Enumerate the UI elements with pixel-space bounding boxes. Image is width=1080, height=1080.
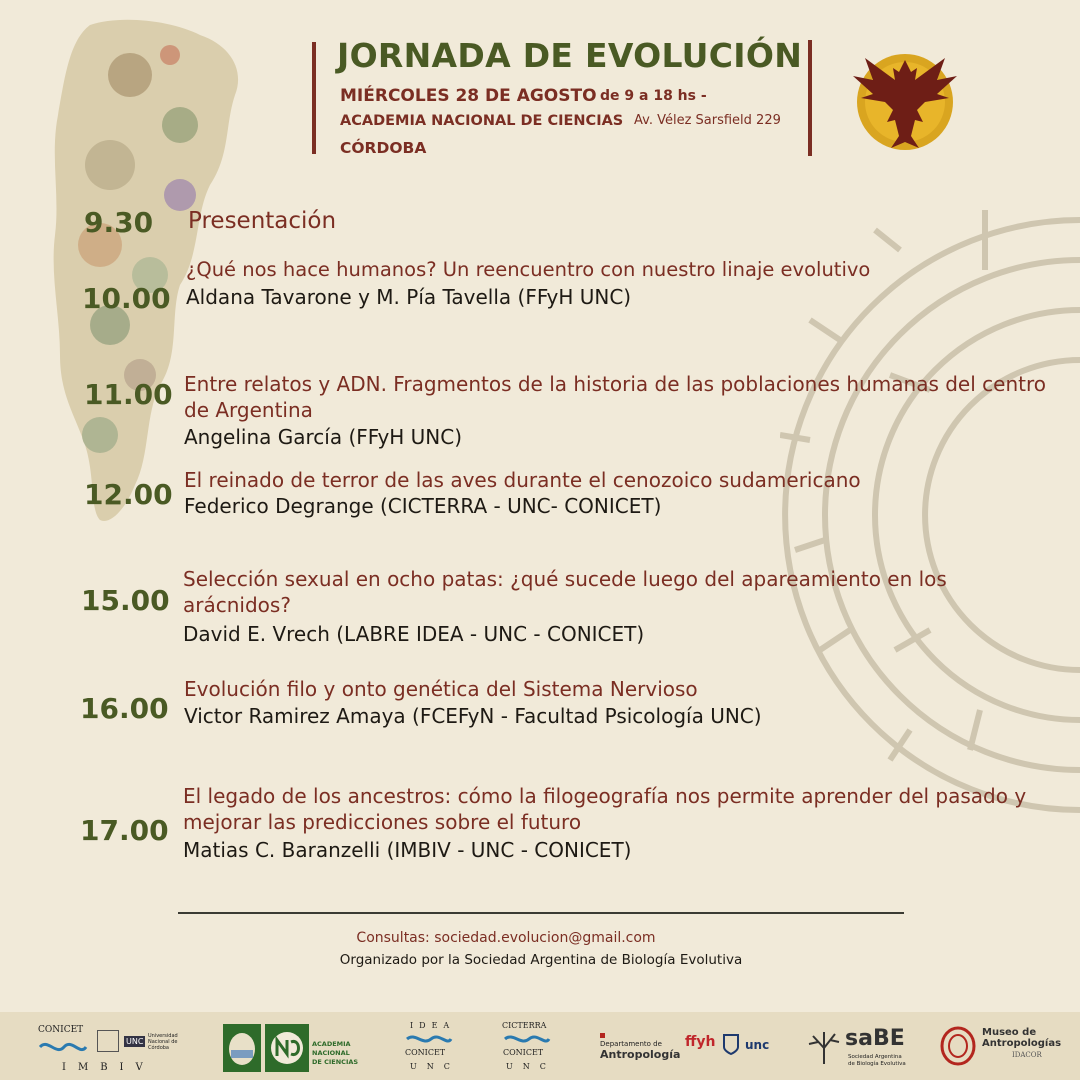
time-slot: 10.00: [82, 282, 171, 315]
time-slot: 11.00: [84, 378, 173, 411]
talk-title: Entre relatos y ADN. Fragmentos de la historia de las poblaciones humanas del centro de Argentina: [184, 372, 1046, 422]
idea-unc-label: UNC: [410, 1062, 460, 1071]
museo-label-3: IDACOR: [1012, 1051, 1042, 1059]
time-slot: 12.00: [84, 478, 173, 511]
museo-label-2: Antropologías: [982, 1038, 1062, 1049]
cicterra-unc-label: UNC: [506, 1062, 556, 1071]
talk-speaker: Federico Degrange (CICTERRA - UNC- CONICET): [184, 494, 662, 518]
museo-label-1: Museo de: [982, 1027, 1037, 1038]
divider: [178, 912, 904, 914]
talk-speaker: Matias C. Baranzelli (IMBIV - UNC - CONICET): [183, 838, 632, 862]
talk-title: El reinado de terror de las aves durante el cenozoico sudamericano: [184, 468, 861, 492]
event-city: CÓRDOBA: [340, 139, 427, 157]
contact-email: Consultas: sociedad.evolucion@gmail.com: [356, 930, 656, 946]
talk-speaker: Victor Ramirez Amaya (FCEFyN - Facultad Psicología UNC): [184, 704, 762, 728]
conicet-wave-icon: [38, 1038, 88, 1056]
phylogenetic-tree-illustration: [780, 190, 1080, 840]
ffyh-logo-label: ffyh: [685, 1034, 716, 1050]
unc-seal-icon: [722, 1033, 740, 1055]
talk-title: Evolución filo y onto genética del Sistema Nervioso: [184, 677, 698, 701]
sabe-logo-label: saBE: [845, 1026, 905, 1051]
cicterra-wave-icon: [503, 1032, 551, 1046]
depto-label-1: Departamento de: [600, 1040, 662, 1048]
unc-box-label: UNC: [126, 1037, 144, 1046]
sabe-tree-icon: [805, 1028, 843, 1066]
talk-title: Presentación: [188, 208, 337, 234]
time-slot: 9.30: [84, 206, 154, 239]
imbiv-label: IMBIV: [62, 1062, 155, 1073]
talk-title: El legado de los ancestros: cómo la filogeografía nos permite aprender del pasado y mejorar las predicciones sobre el futuro: [183, 784, 1027, 834]
talk-title: Selección sexual en ocho patas: ¿qué sucede luego del apareamiento en los arácnidos?: [183, 567, 947, 617]
unc-box: [97, 1030, 119, 1052]
header-right-bar: [808, 40, 812, 156]
event-venue: ACADEMIA NACIONAL DE CIENCIAS: [340, 113, 624, 129]
time-slot: 15.00: [81, 584, 170, 617]
organizer-text: Organizado por la Sociedad Argentina de Biología Evolutiva: [339, 952, 743, 968]
event-title: JORNADA DE EVOLUCIÓN: [337, 36, 803, 75]
idea-label: IDEA: [410, 1021, 456, 1030]
depto-label-2: Antropología: [600, 1048, 681, 1061]
talk-speaker: David E. Vrech (LABRE IDEA - UNC - CONICET): [183, 622, 645, 646]
idea-wave-icon: [405, 1032, 453, 1046]
talk-speaker: Angelina García (FFyH UNC): [184, 425, 463, 449]
talk-title: ¿Qué nos hace humanos? Un reencuentro con nuestro linaje evolutivo: [186, 258, 871, 281]
academia-label-3: DE CIENCIAS: [312, 1058, 359, 1066]
museo-logo-icon: [940, 1026, 976, 1066]
academia-logo-icon: [265, 1024, 309, 1072]
idea-conicet-label: CONICET: [405, 1048, 446, 1057]
eagle-emblem-icon: [845, 40, 965, 160]
cicterra-conicet-label: CONICET: [503, 1048, 544, 1057]
event-hours: de 9 a 18 hs -: [600, 88, 707, 104]
academia-label-1: ACADEMIA: [312, 1040, 351, 1048]
header-left-bar: [312, 42, 316, 154]
time-slot: 17.00: [80, 814, 169, 847]
time-slot: 16.00: [80, 692, 169, 725]
conicet-logo-label: CONICET: [38, 1025, 84, 1035]
depto-dots-icon: [600, 1033, 605, 1038]
event-date: MIÉRCOLES 28 DE AGOSTO: [340, 86, 597, 106]
sabe-sub-2: de Biología Evolutiva: [848, 1061, 906, 1067]
talk-speaker: Aldana Tavarone y M. Pía Tavella (FFyH UNC): [186, 285, 632, 309]
unc-small-label: unc: [745, 1038, 770, 1052]
academia-label-2: NACIONAL: [312, 1049, 350, 1057]
sabe-sub-1: Sociedad Argentina: [848, 1054, 902, 1060]
event-address: Av. Vélez Sarsfield 229: [634, 113, 781, 128]
unc-full-label: Universidad Nacional de Córdoba: [148, 1033, 178, 1051]
argentina-shield-icon: [223, 1024, 261, 1072]
cicterra-label: CICTERRA: [502, 1021, 547, 1030]
